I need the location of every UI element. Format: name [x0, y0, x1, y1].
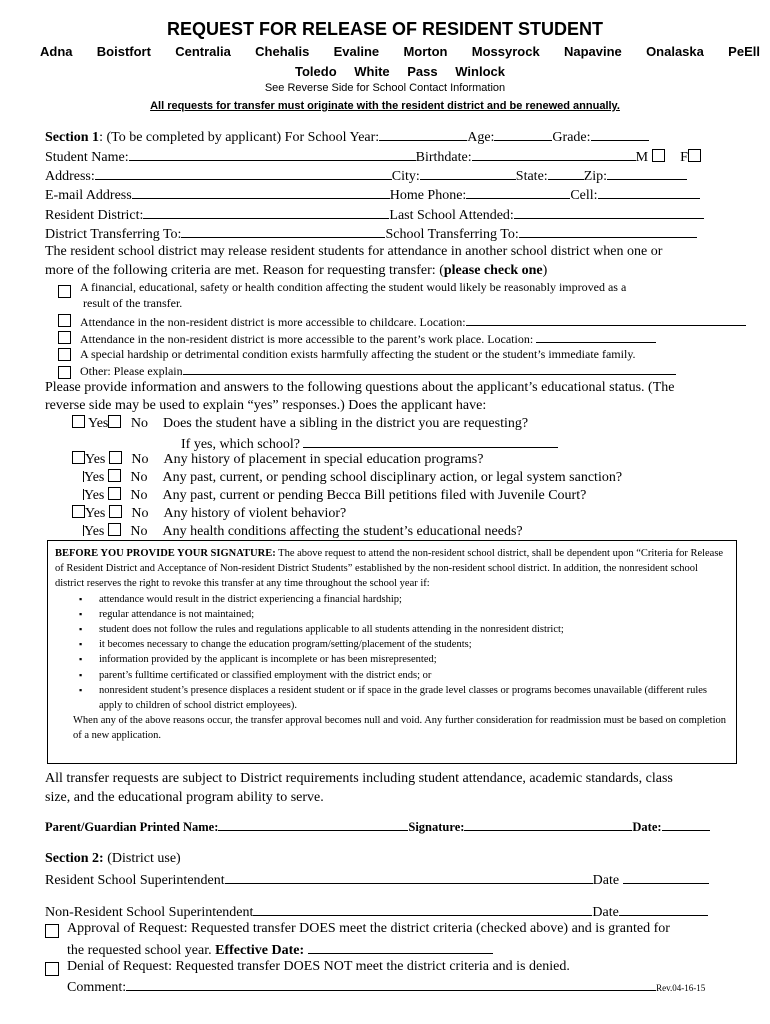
- resident-superintendent-label: Resident School Superintendent: [45, 873, 225, 888]
- home-phone-label: Home Phone:: [389, 188, 467, 203]
- list-item: ▪ attendance would result in the district experiencing a financial hardship;: [79, 592, 727, 607]
- school-year-field[interactable]: [379, 126, 467, 141]
- comment-row: [67, 976, 705, 997]
- district-name: Evaline: [333, 44, 380, 59]
- question-special-ed: Any history of placement in special education programs?: [163, 452, 484, 467]
- no-label: No: [131, 452, 149, 467]
- nonresident-superintendent-field[interactable]: [253, 901, 592, 916]
- workplace-location-field[interactable]: [536, 330, 656, 343]
- becca-bill-no-checkbox[interactable]: [108, 487, 121, 500]
- approval-text: the requested school year.: [67, 943, 212, 958]
- female-label: F: [680, 150, 688, 165]
- effective-date-label: Effective Date:: [215, 943, 305, 958]
- last-school-field[interactable]: [514, 204, 704, 219]
- question-row-violent: [72, 505, 346, 523]
- district-name: Toledo: [295, 64, 337, 79]
- section2-heading: Section 2:: [45, 851, 104, 866]
- school-transfer-field[interactable]: [519, 223, 697, 238]
- disciplinary-yes-checkbox[interactable]: [72, 471, 84, 482]
- criteria-financial-text: A financial, educational, safety or health condition affecting the student would likely be reasonably improved as a: [80, 280, 627, 294]
- resident-district-field[interactable]: [143, 204, 389, 219]
- resident-superintendent-row: [45, 869, 709, 890]
- district-name: Adna: [40, 44, 73, 59]
- grade-field[interactable]: [591, 126, 649, 141]
- signature-date-label: Date:: [632, 820, 662, 834]
- signature-notice-box: [47, 540, 737, 764]
- notice-body: The above request to attend the non-resident school district, shall be dependent upon “Criteria for Release of Resident District and Acceptance of Non-resident District Students” established by the non-resident school district. In addition, the nonresident school district reserves the right to revoke this transfer at any time throughout the school year if:: [55, 548, 724, 590]
- criteria-hardship-text: A special hardship or detrimental condition exists harmfully affecting the student or the student’s immediate family.: [80, 347, 636, 361]
- comment-label: Comment:: [67, 980, 127, 995]
- no-label: No: [130, 524, 148, 539]
- comment-field[interactable]: [126, 976, 656, 991]
- nonresident-superintendent-row: [45, 901, 708, 922]
- form-title: REQUEST FOR RELEASE OF RESIDENT STUDENT: [166, 19, 604, 39]
- approval-line2: [67, 939, 493, 960]
- criteria-workplace-row: [80, 330, 656, 347]
- district-transfer-row: [45, 223, 697, 244]
- district-transfer-field[interactable]: [181, 223, 385, 238]
- yes-label: Yes: [84, 488, 105, 503]
- criteria-intro-line1: The resident school district may release resident students for attendance in another school district when one or: [45, 244, 663, 259]
- list-item: ▪ it becomes necessary to change the education program/setting/placement of the students;: [79, 637, 727, 652]
- district-list-row1: [40, 42, 760, 62]
- district-name: Chehalis: [255, 44, 310, 59]
- question-disciplinary: Any past, current, or pending school disciplinary action, or legal system sanction?: [162, 470, 623, 485]
- sibling-school-field[interactable]: [303, 433, 558, 448]
- email-label: E-mail Address: [45, 188, 132, 203]
- questions-intro-line1: Please provide information and answers to the following questions about the applicant’s educational status. (The: [45, 380, 675, 395]
- printed-name-label: Parent/Guardian Printed Name:: [45, 820, 219, 834]
- yes-label: Yes: [84, 524, 105, 539]
- student-name-field[interactable]: [129, 146, 416, 161]
- zip-label: Zip:: [583, 169, 608, 184]
- cell-field[interactable]: [598, 184, 700, 199]
- grade-label: Grade:: [552, 130, 591, 145]
- section2-heading-text: (District use): [103, 851, 181, 866]
- question-becca-bill: Any past, current or pending Becca Bill petitions filed with Juvenile Court?: [162, 488, 587, 503]
- signature-label: Signature:: [408, 820, 465, 834]
- criteria-intro-end: ): [542, 263, 548, 278]
- criteria-checkbox-financial[interactable]: [58, 285, 71, 298]
- criteria-financial-text-cont: result of the transfer.: [83, 296, 183, 310]
- district-name: Morton: [403, 44, 448, 59]
- address-field[interactable]: [95, 165, 392, 180]
- criteria-intro-bold: please check one: [443, 263, 543, 278]
- district-name: Mossyrock: [471, 44, 540, 59]
- question-health: Any health conditions affecting the student’s educational needs?: [162, 524, 523, 539]
- questions-intro-line2: reverse side may be used to explain “yes” responses.) Does the applicant have:: [45, 398, 487, 413]
- criteria-checkbox-childcare[interactable]: [58, 314, 71, 327]
- denial-checkbox[interactable]: [45, 962, 59, 976]
- list-item: ▪ parent’s fulltime certificated or classified employment with the district ends; or: [79, 668, 727, 683]
- notice-bold-lead: BEFORE YOU PROVIDE YOUR SIGNATURE:: [55, 548, 276, 559]
- question-row-disciplinary: [72, 469, 622, 487]
- contact-row: [45, 184, 700, 205]
- no-label: No: [130, 470, 148, 485]
- district-list-row2: [40, 62, 760, 82]
- special-ed-no-checkbox[interactable]: [109, 451, 122, 464]
- no-label: No: [131, 506, 149, 521]
- district-name: Boistfort: [96, 44, 151, 59]
- sibling-school-label: If yes, which school?: [181, 437, 300, 452]
- school-transfer-label: School Transferring To:: [385, 227, 519, 242]
- becca-bill-yes-checkbox[interactable]: [72, 489, 84, 500]
- section1-heading: Section 1: [45, 130, 100, 145]
- section2-heading-row: [45, 850, 181, 868]
- resident-date-label: Date: [592, 873, 620, 888]
- age-field[interactable]: [494, 126, 552, 141]
- signature-row: [45, 817, 710, 836]
- no-label: No: [130, 416, 148, 431]
- resident-district-label: Resident District:: [45, 208, 144, 223]
- criteria-other-text: Other: Please explain: [80, 364, 183, 378]
- student-name-row: [45, 146, 701, 167]
- notice-closing: When any of the above reasons occur, the transfer approval becomes null and void. Any further consideration for readmission must be based on completion of a new application.: [73, 715, 727, 742]
- revision-label: Rev.04-16-15: [656, 983, 706, 993]
- email-field[interactable]: [132, 184, 390, 199]
- signature-date-field[interactable]: [662, 817, 710, 831]
- home-phone-field[interactable]: [466, 184, 570, 199]
- criteria-checkbox-other[interactable]: [58, 366, 71, 379]
- nonresident-date-field[interactable]: [619, 901, 708, 916]
- violent-no-checkbox[interactable]: [109, 505, 122, 518]
- question-row-becca-bill: [72, 487, 586, 505]
- requirements-line1: All transfer requests are subject to District requirements including student attendance, academic standards, class: [45, 771, 673, 786]
- question-row-health: [72, 523, 523, 541]
- other-explain-field[interactable]: [183, 362, 676, 375]
- childcare-location-field[interactable]: [466, 313, 746, 326]
- section1-school-year-row: [45, 126, 649, 147]
- list-item: ▪ student does not follow the rules and regulations applicable to all students attending in the nonresident district;: [79, 622, 727, 637]
- health-no-checkbox[interactable]: [108, 523, 121, 536]
- criteria-childcare-text: Attendance in the non-resident district is more accessible to childcare. Location:: [80, 315, 466, 329]
- yes-label: Yes: [84, 470, 105, 485]
- address-label: Address:: [45, 169, 95, 184]
- cell-label: Cell:: [570, 188, 598, 203]
- reverse-side-note: See Reverse Side for School Contact Information: [264, 82, 506, 94]
- last-school-label: Last School Attended:: [389, 208, 514, 223]
- yes-label: Yes: [87, 416, 109, 431]
- question-row-sibling: [72, 415, 528, 433]
- disciplinary-no-checkbox[interactable]: [108, 469, 121, 482]
- city-field[interactable]: [420, 165, 516, 180]
- renewal-rule-note: All requests for transfer must originate with the resident district and be renewed annually.: [150, 100, 620, 112]
- criteria-intro-line2: [45, 262, 547, 280]
- birthdate-label: Birthdate:: [415, 150, 472, 165]
- nonresident-date-label: Date: [592, 905, 619, 920]
- question-sibling: Does the student have a sibling in the district you are requesting?: [162, 416, 529, 431]
- zip-field[interactable]: [607, 165, 687, 180]
- notice-paragraph: [55, 546, 727, 592]
- criteria-other-row: [80, 362, 676, 379]
- approval-checkbox[interactable]: [45, 924, 59, 938]
- resident-date-field[interactable]: [623, 869, 709, 884]
- denial-line: Denial of Request: Requested transfer DOES NOT meet the district criteria and is denied.: [67, 959, 570, 974]
- criteria-workplace-text: Attendance in the non-resident district is more accessible to the parent’s work place. Location:: [80, 332, 534, 346]
- city-label: City:: [391, 169, 420, 184]
- criteria-intro-text: more of the following criteria are met. Reason for requesting transfer: (: [45, 263, 444, 278]
- state-field[interactable]: [548, 165, 584, 180]
- violent-yes-checkbox[interactable]: [72, 505, 85, 518]
- criteria-checkbox-hardship[interactable]: [58, 348, 71, 361]
- district-name: Centralia: [175, 44, 231, 59]
- birthdate-field[interactable]: [472, 146, 636, 161]
- list-item: ▪ regular attendance is not maintained;: [79, 607, 727, 622]
- sibling-no-checkbox[interactable]: [108, 415, 121, 428]
- district-name: White Pass: [354, 64, 438, 79]
- address-row: [45, 165, 687, 186]
- health-yes-checkbox[interactable]: [72, 525, 84, 536]
- list-item: ▪ information provided by the applicant is incomplete or has been misrepresented;: [79, 652, 727, 667]
- criteria-checkbox-workplace[interactable]: [58, 331, 71, 344]
- criteria-childcare-row: [80, 313, 746, 330]
- yes-label: Yes: [85, 506, 106, 521]
- sibling-yes-checkbox[interactable]: [72, 415, 85, 428]
- special-ed-yes-checkbox[interactable]: [72, 451, 85, 464]
- state-label: State:: [515, 169, 548, 184]
- resident-district-row: [45, 204, 704, 225]
- nonresident-superintendent-label: Non-Resident School Superintendent: [45, 905, 254, 920]
- female-checkbox[interactable]: [688, 149, 701, 162]
- question-row-special-ed: [72, 451, 483, 469]
- age-label: Age:: [467, 130, 495, 145]
- requirements-line2: size, and the educational program ability to serve.: [45, 790, 324, 805]
- yes-label: Yes: [85, 452, 106, 467]
- section1-heading-text: : (To be completed by applicant) For School Year:: [99, 130, 380, 145]
- list-item: ▪ nonresident student’s presence displaces a resident student or if space in the grade level classes or programs becomes unavailable (different rules apply to children of school district employees).: [79, 683, 727, 713]
- male-checkbox[interactable]: [652, 149, 665, 162]
- student-name-label: Student Name:: [45, 150, 129, 165]
- printed-name-field[interactable]: [218, 817, 408, 831]
- district-name: Onalaska: [646, 44, 704, 59]
- question-violent: Any history of violent behavior?: [163, 506, 347, 521]
- no-label: No: [130, 488, 148, 503]
- district-transfer-label: District Transferring To:: [45, 227, 182, 242]
- district-name: Winlock: [455, 64, 505, 79]
- resident-superintendent-field[interactable]: [225, 869, 593, 884]
- approval-line1: Approval of Request: Requested transfer DOES meet the district criteria (checked above) and is granted for: [67, 921, 670, 936]
- district-name: Napavine: [563, 44, 622, 59]
- male-label: M: [635, 150, 649, 165]
- effective-date-field[interactable]: [308, 939, 493, 954]
- district-name: PeEll: [728, 44, 760, 59]
- notice-text: [55, 546, 727, 744]
- signature-field[interactable]: [464, 817, 632, 831]
- revocation-list: [55, 592, 727, 714]
